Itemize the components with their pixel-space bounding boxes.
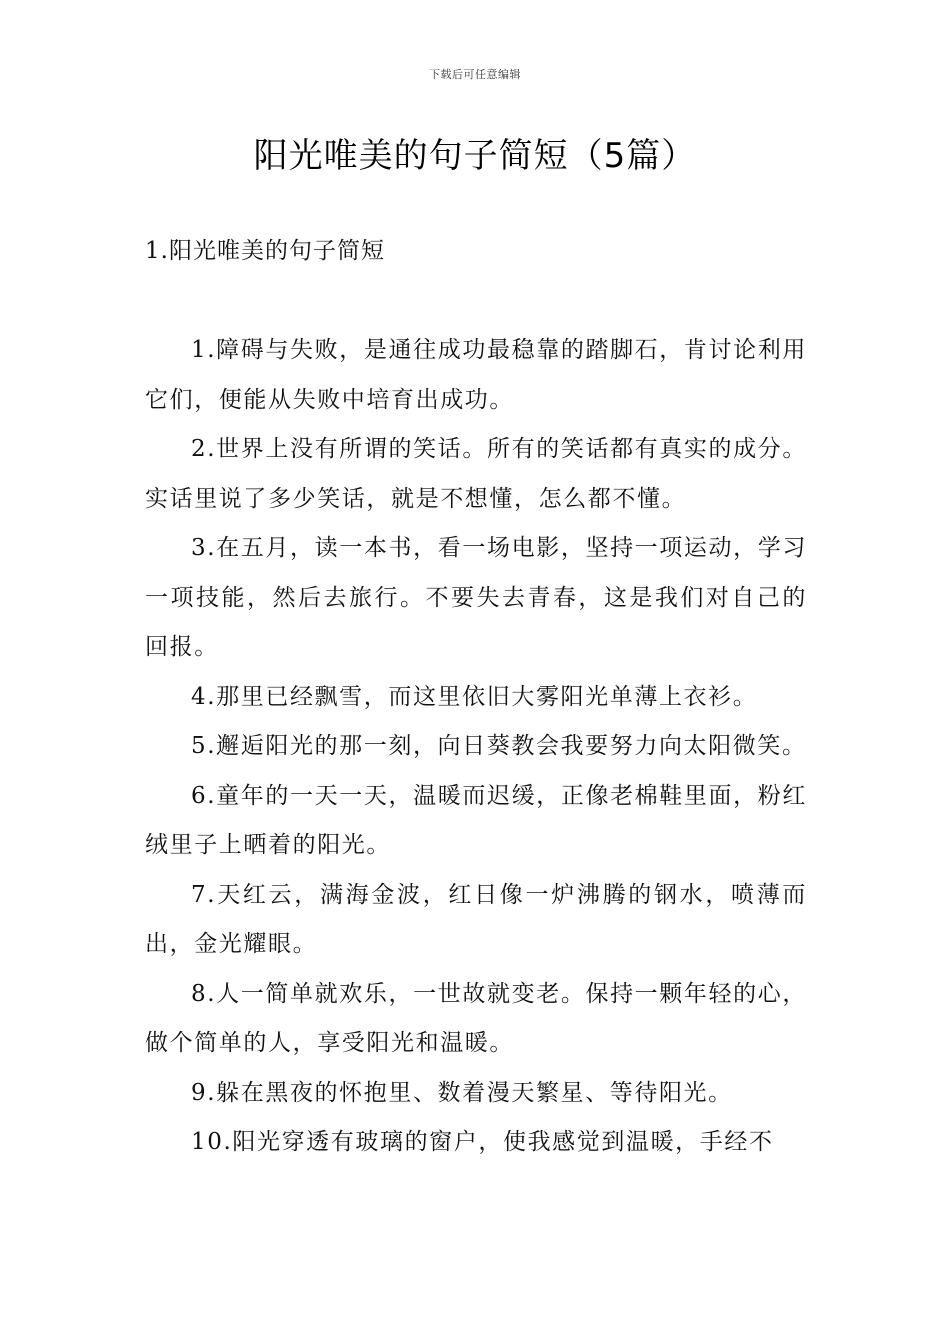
paragraph: 8.人一简单就欢乐，一世故就变老。保持一颗年轻的心，做个简单的人，享受阳光和温暖。	[145, 980, 807, 1056]
header-note: 下载后可任意编辑	[429, 68, 521, 81]
paragraph: 6.童年的一天一天，温暖而迟缓，正像老棉鞋里面，粉红绒里子上晒着的阳光。	[145, 782, 807, 858]
paragraph: 3.在五月，读一本书，看一场电影，坚持一项运动，学习一项技能，然后去旅行。不要失去青春，这是我们对自己的回报。	[145, 535, 807, 660]
document-title: 阳光唯美的句子简短（5篇）	[253, 136, 697, 176]
paragraph: 1.障碍与失败，是通往成功最稳靠的踏脚石，肯讨论利用它们，便能从失败中培育出成功。	[145, 337, 807, 413]
paragraph: 7.天红云，满海金波，红日像一炉沸腾的钢水，喷薄而出，金光耀眼。	[145, 881, 807, 957]
section-heading: 1.阳光唯美的句子简短	[145, 238, 385, 264]
paragraph: 2.世界上没有所谓的笑话。所有的笑话都有真实的成分。实话里说了多少笑话，就是不想懂，怎么都不懂。	[145, 436, 807, 512]
body-text	[145, 326, 807, 1168]
paragraph: 5.邂逅阳光的那一刻，向日葵教会我要努力向太阳微笑。	[191, 733, 807, 759]
paragraph: 9.躲在黑夜的怀抱里、数着漫天繁星、等待阳光。	[191, 1079, 733, 1106]
paragraph: 4.那里已经飘雪，而这里依旧大雾阳光单薄上衣衫。	[191, 683, 758, 710]
paragraph: 10.阳光穿透有玻璃的窗户，使我感觉到温暖，手经不	[191, 1129, 774, 1155]
